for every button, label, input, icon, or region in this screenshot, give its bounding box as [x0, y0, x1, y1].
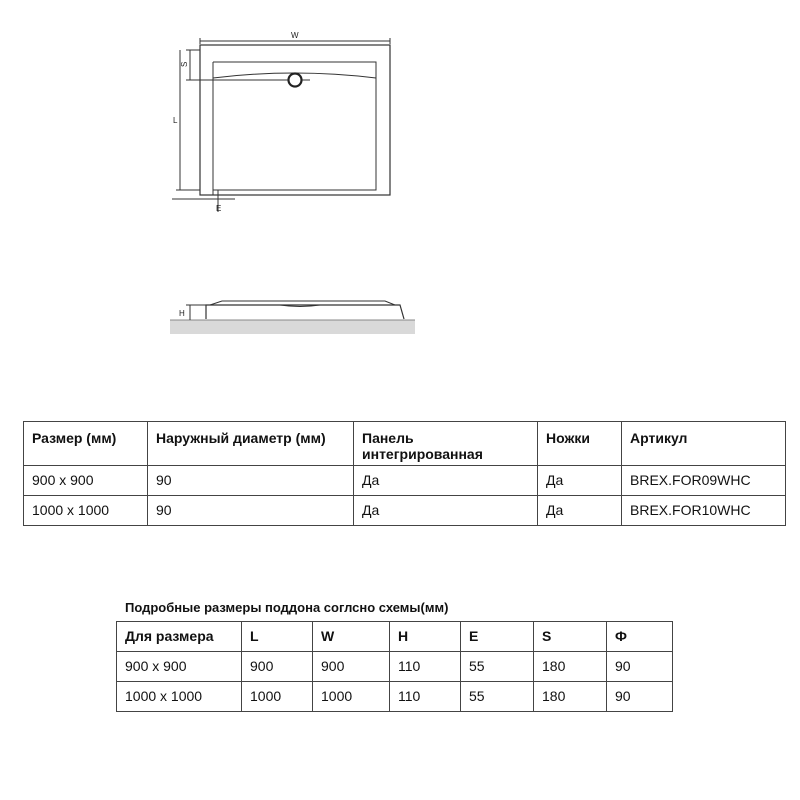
cell-w: 1000 [313, 682, 390, 712]
header-article: Артикул [622, 422, 786, 466]
specification-table [23, 421, 786, 526]
cell-outer-diameter: 90 [148, 496, 354, 526]
drain-icon [289, 74, 302, 87]
cell-w: 900 [313, 652, 390, 682]
table-header-row [117, 622, 673, 652]
cell-h: 110 [390, 652, 461, 682]
header-outer-diameter: Наружный диаметр (мм) [148, 422, 354, 466]
cell-e: 55 [461, 682, 534, 712]
cell-integrated-panel: Да [354, 496, 538, 526]
cell-l: 1000 [242, 682, 313, 712]
cell-size: 900 x 900 [24, 466, 148, 496]
cell-phi: 90 [607, 682, 673, 712]
header-s: S [534, 622, 607, 652]
cell-integrated-panel: Да [354, 466, 538, 496]
top-view [172, 38, 390, 212]
side-view [170, 301, 415, 334]
header-h: H [390, 622, 461, 652]
table-row [24, 496, 786, 526]
cell-for-size: 1000 x 1000 [117, 682, 242, 712]
cell-outer-diameter: 90 [148, 466, 354, 496]
dim-label-w: W [291, 31, 299, 40]
table-row [117, 652, 673, 682]
dim-label-h: H [179, 309, 185, 318]
dim-label-s: S [180, 61, 189, 67]
table-row [24, 466, 786, 496]
cell-e: 55 [461, 652, 534, 682]
table-header-row [24, 422, 786, 466]
cell-article: BREX.FOR09WHC [622, 466, 786, 496]
cell-l: 900 [242, 652, 313, 682]
dim-label-l: L [173, 116, 178, 125]
cell-size: 1000 x 1000 [24, 496, 148, 526]
cell-legs: Да [538, 466, 622, 496]
cell-for-size: 900 x 900 [117, 652, 242, 682]
header-integrated-panel: Панель интегрированная [354, 422, 538, 466]
header-size: Размер (мм) [24, 422, 148, 466]
header-legs: Ножки [538, 422, 622, 466]
header-for-size: Для размера [117, 622, 242, 652]
cell-h: 110 [390, 682, 461, 712]
tray-diagram [0, 0, 800, 360]
cell-s: 180 [534, 682, 607, 712]
cell-s: 180 [534, 652, 607, 682]
dim-label-e: E [216, 204, 222, 213]
table-row [117, 682, 673, 712]
cell-legs: Да [538, 496, 622, 526]
dims-table-title: Подробные размеры поддона соглсно схемы(мм) [125, 600, 449, 615]
header-l: L [242, 622, 313, 652]
header-phi: Ф [607, 622, 673, 652]
cell-phi: 90 [607, 652, 673, 682]
cell-article: BREX.FOR10WHC [622, 496, 786, 526]
header-e: E [461, 622, 534, 652]
dimensions-table [116, 621, 673, 712]
header-w: W [313, 622, 390, 652]
